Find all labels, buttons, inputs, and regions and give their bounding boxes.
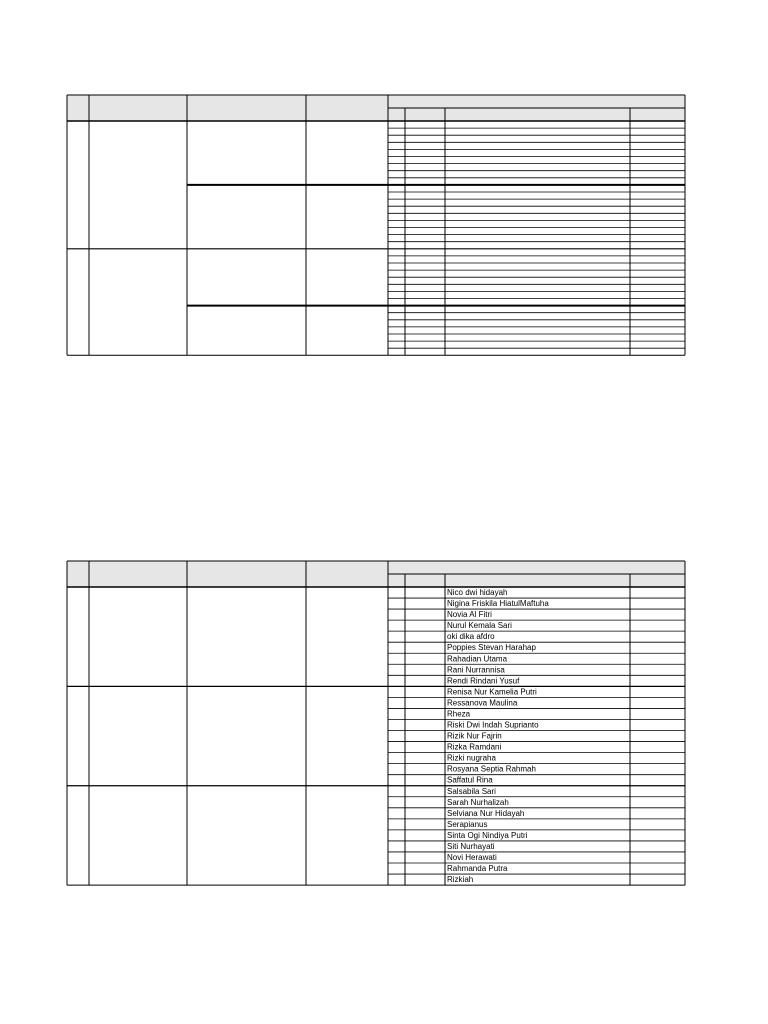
name-cell: Selviana Nur Hidayah [447, 808, 525, 818]
name-cell: Nigina Friskila HiatulMaftuha [447, 599, 549, 609]
name-cell: Serapianus [447, 819, 488, 829]
name-cell: Riski Dwi Indah Suprianto [447, 720, 539, 730]
header-merged-band [388, 95, 685, 108]
name-cell: Rizik Nur Fajrin [447, 731, 502, 741]
name-cell: Rahadian Utama [447, 654, 508, 664]
name-cell: Sinta Ogi Nindiya Putri [447, 830, 528, 840]
name-cell: Novia Al Fitri [447, 610, 492, 620]
name-cell: Poppies Stevan Harahap [447, 643, 536, 653]
name-cell: Ressanova Maulina [447, 698, 518, 708]
name-cell: Nurul Kemala Sari [447, 621, 512, 631]
header-merged-band [388, 561, 685, 574]
name-cell: Rheza [447, 709, 471, 719]
name-cell: Nico dwi hidayah [447, 588, 508, 598]
name-cell: Siti Nurhayati [447, 841, 495, 851]
name-cell: oki dika afdro [447, 632, 495, 642]
name-cell: Rizka Ramdani [447, 742, 502, 752]
name-cell: Salsabila Sari [447, 786, 496, 796]
name-cell: Saffatul Rina [447, 775, 493, 785]
name-cell: Rahmanda Putra [447, 864, 508, 874]
name-cell: Renisa Nur Kamelia Putri [447, 687, 537, 697]
name-cell: Rizkiah [447, 875, 474, 885]
name-cell: Rosyana Septia Rahmah [447, 764, 536, 774]
name-cell: Rani Nurrannisa [447, 665, 505, 675]
name-cell: Rizki nugraha [447, 753, 496, 763]
name-cell: Novi Herawati [447, 853, 497, 862]
name-cell: Sarah Nurhalizah [447, 797, 509, 807]
name-cell: Rendi Rindani Yusuf [447, 676, 520, 686]
